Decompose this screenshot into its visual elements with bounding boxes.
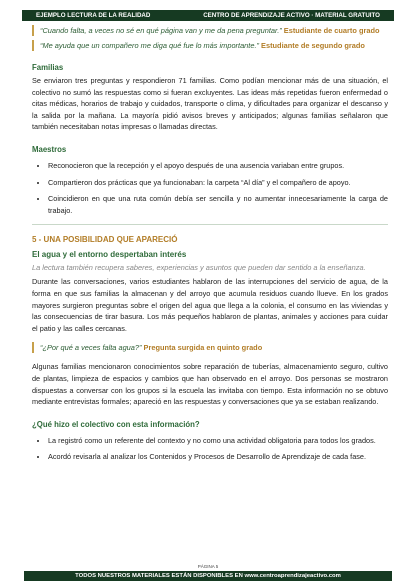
page-number: PÁGINA 5	[197, 564, 219, 569]
section-intro: La lectura también recupera saberes, experiencias y asuntos que pueden dar sentido a la enseñanza.	[32, 263, 366, 273]
list-item: • Acordó revisarla al analizar los Contenidos y Procesos de Desarrollo de Aprendizaje de cada fase.	[48, 451, 388, 463]
quote-text: “¿Por qué a veces falta agua?”	[40, 343, 142, 353]
list-item: • Coincidieron en que una ruta común debía ser sencilla y no aumentar innecesariamente la carga de trabajo.	[48, 193, 388, 216]
list-item: • Compartieron dos prácticas que ya funcionaban: la carpeta “Al día” y el compañero de apoyo.	[48, 177, 388, 189]
section-divider	[32, 224, 388, 225]
list-item: • La registró como un referente del contexto y no como una actividad obligatoria para todos los grados.	[48, 435, 388, 447]
section-number: 5 - UNA POSIBILIDAD QUE APARECIÓ	[32, 235, 178, 245]
families-paragraph: Se enviaron tres preguntas y respondieron 71 familias. Como podían mencionar más de una situación, el colectivo no sumó las respuestas como si fueran excluyentes. Las ideas más repetidas fueron enfermedad o citas médicas, horarios de trabajo y cuidados, transporte o clima, y dificultades para organizar el descanso y la salida por la mañana. La mayoría pidió avisos breves y anticipados; algunas familias señalaron que también necesitaban notas impresas o llamadas directas.	[32, 76, 388, 132]
footer-link[interactable]: www.centroaprendizajeactivo.com	[244, 573, 341, 579]
collective-list	[32, 435, 388, 463]
page-content	[32, 25, 388, 468]
page-footer	[24, 564, 392, 581]
teachers-heading: Maestros	[32, 144, 67, 154]
section-paragraph-2: Algunas familias mencionaron conocimientos sobre reparación de tuberías, almacenamiento seguro, cultivo de plantas, limpieza de espacios y cambios que han observado en el arroyo. Dos personas se mostraron dispuestas a conversar con los grupos si la escuela las invitaba con tiempo. Esta información no se obtuvo mediante entrevistas formales; apareció en las respuestas y conversaciones que ya se estaban realizando.	[32, 362, 388, 407]
quote-text: “Cuando falta, a veces no sé en qué página van y me da pena preguntar.”	[40, 26, 282, 35]
student-quote-1	[32, 25, 388, 36]
page-header	[22, 10, 394, 21]
section-title: El agua y el entorno despertaban interés	[32, 250, 187, 260]
teachers-list	[32, 160, 388, 216]
quote-text: “Me ayuda que un compañero me diga qué fue lo más importante.”	[40, 41, 259, 50]
quote-author: Estudiante de cuarto grado	[283, 26, 380, 35]
student-quote-3	[32, 342, 388, 353]
families-heading: Familias	[32, 63, 64, 72]
student-quote-2	[32, 40, 388, 51]
footer-bar	[24, 571, 392, 581]
list-item: • Reconocieron que la recepción y el apoyo después de una ausencia variaban entre grupos.	[48, 160, 388, 172]
quote-author: Pregunta surgida en quinto grado	[143, 343, 263, 353]
quote-author: Estudiante de segundo grado	[261, 41, 365, 50]
header-right: CENTRO DE APRENDIZAJE ACTIVO · MATERIAL GRATUITO	[203, 12, 380, 19]
header-left: EJEMPLO LECTURA DE LA REALIDAD	[36, 12, 151, 19]
footer-text: TODOS NUESTROS MATERIALES ESTÁN DISPONIBLES EN	[75, 573, 243, 579]
collective-heading: ¿Qué hizo el colectivo con esta información?	[32, 419, 200, 429]
section-paragraph: Durante las conversaciones, varios estudiantes hablaron de las interrupciones del servicio de agua, de la forma en que sus familias la almacenan y del arroyo que acumula residuos cuando llueve. En los grados mayores surgieron preguntas sobre el origen del agua que llega a la colonia, el consumo en las viviendas y las consecuencias de tirar basura. Los más pequeños hablaron de plantas, animales y acciones para cuidar el patio y las calles cercanas.	[32, 277, 388, 333]
